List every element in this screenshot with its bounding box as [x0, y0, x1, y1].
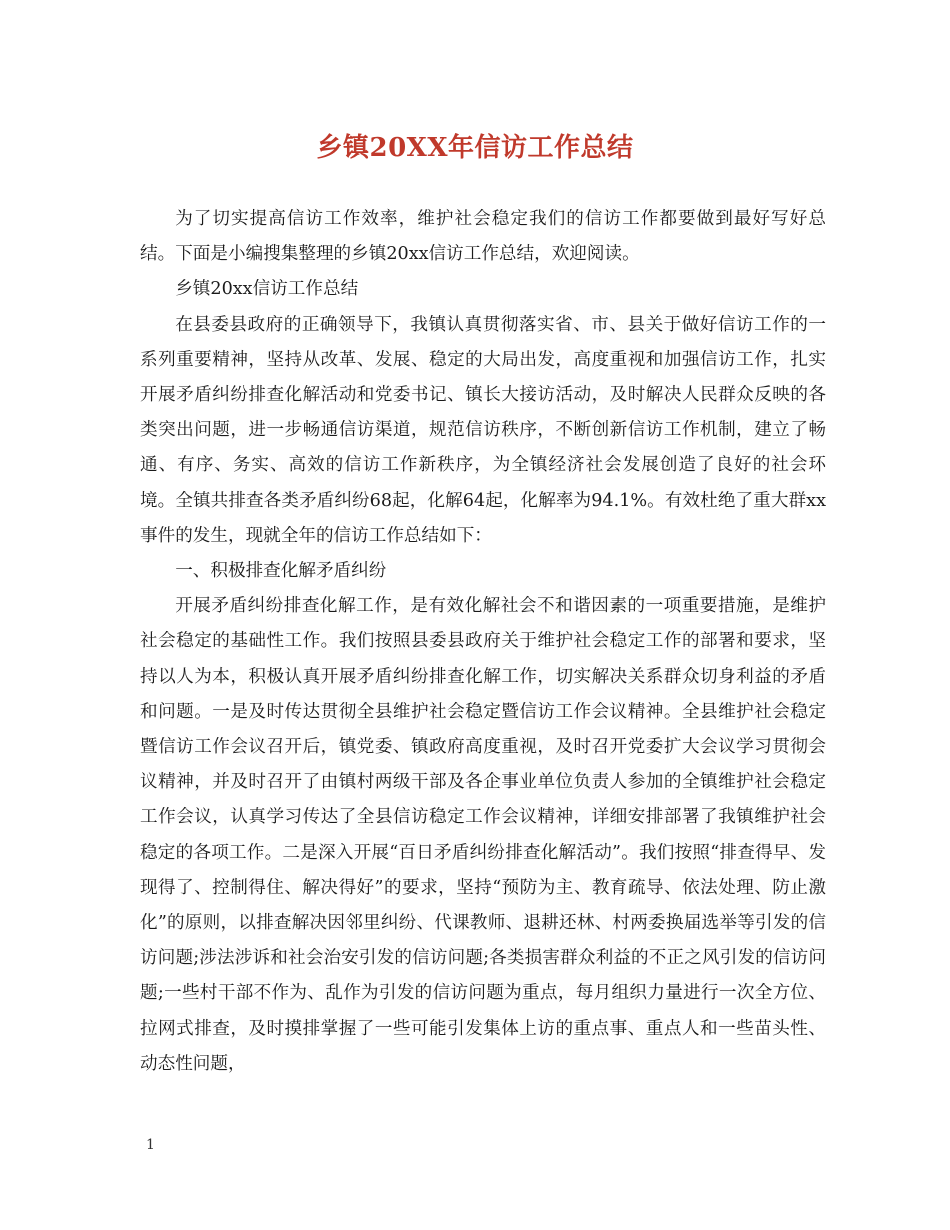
section-paragraph: 开展矛盾纠纷排查化解工作，是有效化解社会不和谐因素的一项重要措施，是维护社会稳定的基础性工作。我们按照县委县政府关于维护社会稳定工作的部署和要求，坚持以人为本，积极认真开展矛盾纠纷排查化解工作，切实解决关系群众切身利益的矛盾和问题。一是及时传达贯彻全县维护社会稳定暨信访工作会议精神。全县维护社会稳定暨信访工作会议召开后，镇党委、镇政府高度重视，及时召开党委扩大会议学习贯彻会议精神，并及时召开了由镇村两级干部及各企事业单位负责人参加的全镇维护社会稳定工作会议，认真学习传达了全县信访稳定工作会议精神，详细安排部署了我镇维护社会稳定的各项工作。二是深入开展“百日矛盾纠纷排查化解活动”。我们按照“排查得早、发现得了、控制得住、解决得好”的要求，坚持“预防为主、教育疏导、依法处理、防止激化”的原则，以排查解决因邻里纠纷、代课教师、退耕还林、村两委换届选举等引发的信访问题;涉法涉诉和社会治安引发的信访问题;各类损害群众利益的不正之风引发的信访问题;一些村干部不作为、乱作为引发的信访问题为重点，每月组织力量进行一次全方位、拉网式排查，及时摸排掌握了一些可能引发集体上访的重点事、重点人和一些苗头性、动态性问题， — [140, 596, 826, 1074]
intro-paragraph: 为了切实提高信访工作效率，维护社会稳定我们的信访工作都要做到最好写好总结。下面是小编搜集整理的乡镇20xx信访工作总结，欢迎阅读。 — [140, 209, 826, 265]
section-heading: 一、积极排查化解矛盾纠纷 — [175, 561, 387, 582]
page-number: 1 — [146, 1137, 155, 1153]
overview-paragraph: 在县委县政府的正确领导下，我镇认真贯彻落实省、市、县关于做好信访工作的一系列重要精神，坚持从改革、发展、稳定的大局出发，高度重视和加强信访工作，扎实开展矛盾纠纷排查化解活动和党委书记、镇长大接访活动，及时解决人民群众反映的各类突出问题，进一步畅通信访渠道，规范信访秩序，不断创新信访工作机制，建立了畅通、有序、务实、高效的信访工作新秩序，为全镇经济社会发展创造了良好的社会环境。全镇共排查各类矛盾纠纷68起，化解64起，化解率为94.1%。有效杜绝了重大群xx事件的发生，现就全年的信访工作总结如下： — [140, 314, 826, 546]
document-body — [140, 202, 826, 1082]
document-title: 乡镇20XX年信访工作总结 — [316, 133, 634, 163]
subtitle-paragraph: 乡镇20xx信访工作总结 — [175, 279, 359, 300]
